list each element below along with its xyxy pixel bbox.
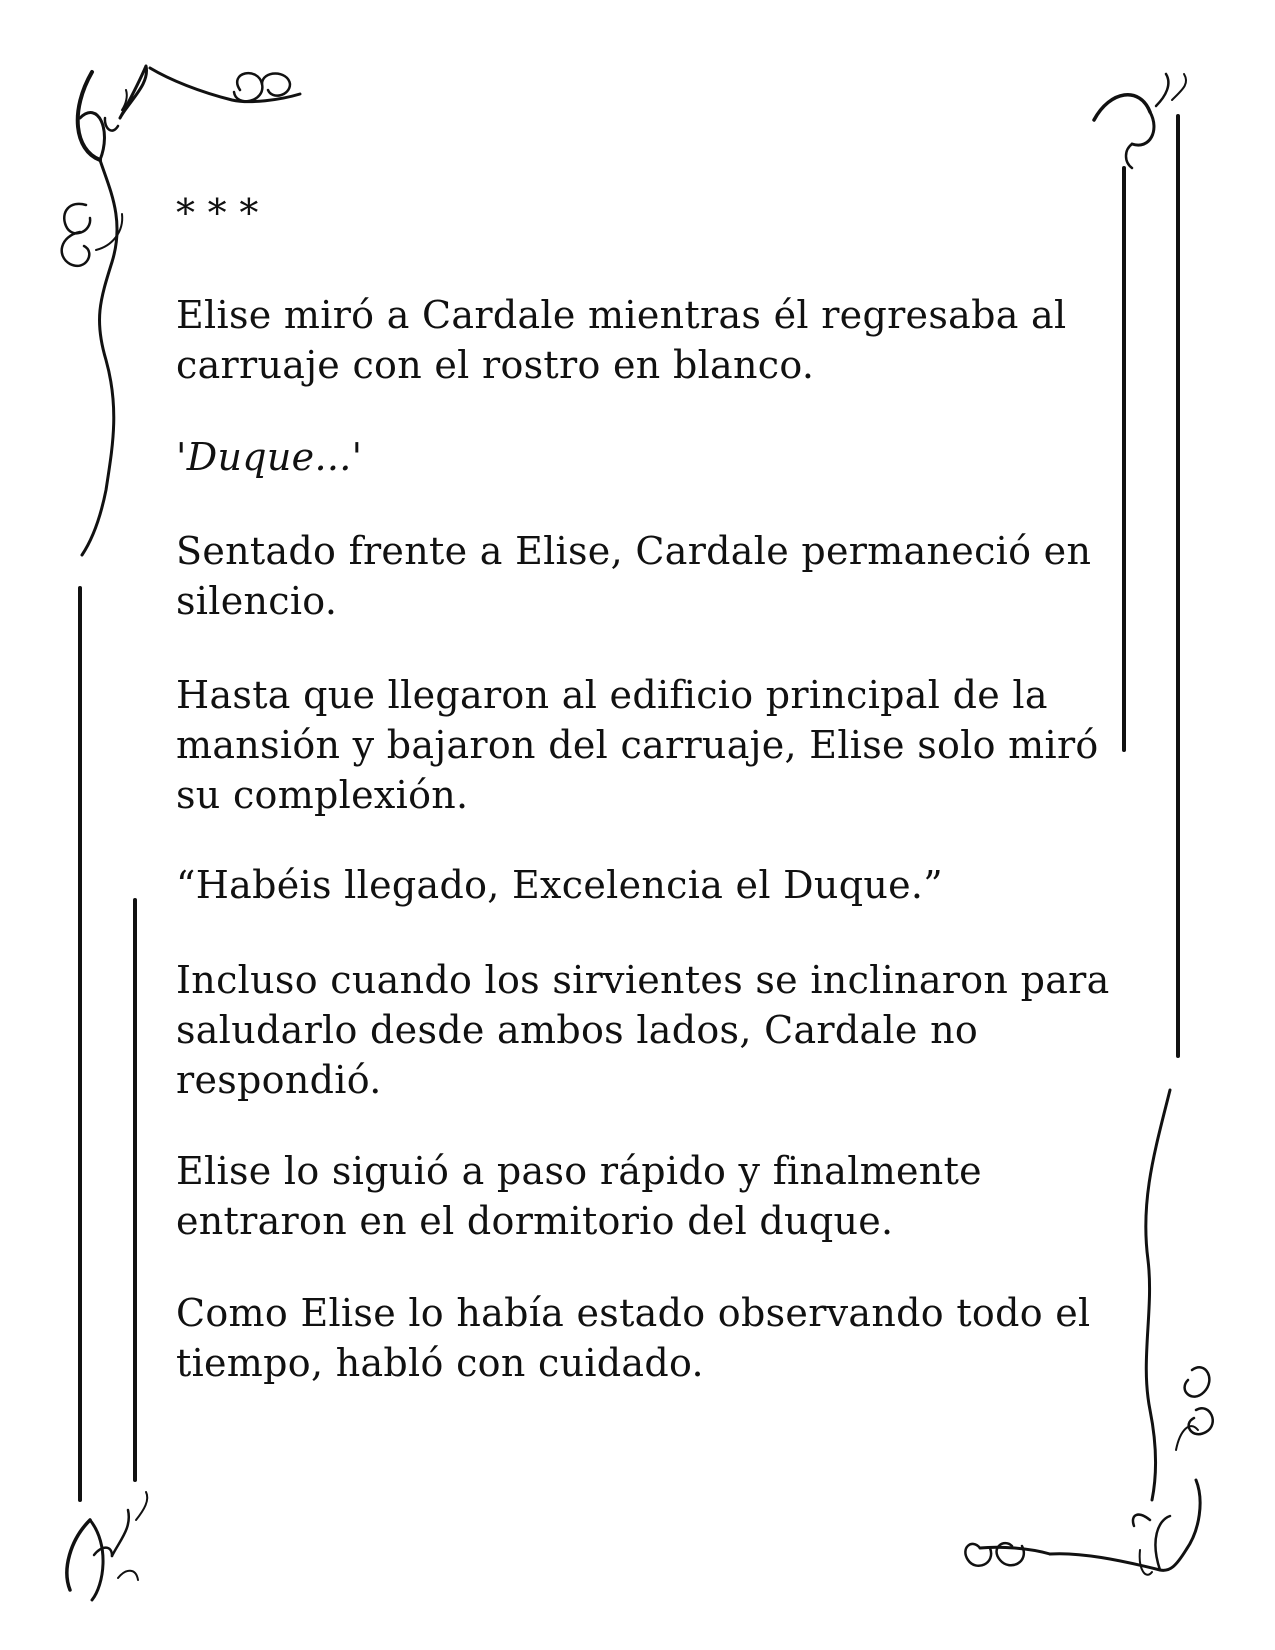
scene-separator: * * * [176,191,259,235]
paragraph-line: carruaje con el rostro en blanco. [176,343,815,387]
paragraph-4 [176,670,1099,820]
paragraph-line: Sentado frente a Elise, Cardale permaneció en [176,529,1092,573]
paragraph-line: mansión y bajaron del carruaje, Elise solo miró [176,723,1099,767]
paragraph-7 [176,1146,982,1246]
paragraph-line: Elise miró a Cardale mientras él regresaba al [176,293,1067,337]
flourish-bottom-left-icon [67,1492,147,1600]
paragraph-line: tiempo, habló con cuidado. [176,1341,704,1385]
paragraph-line: entraron en el dormitorio del duque. [176,1199,894,1243]
paragraph-line: su complexión. [176,773,469,817]
paragraph-line: silencio. [176,579,338,623]
paragraph-8 [176,1288,1091,1388]
paragraph-line: Como Elise lo había estado observando todo el [176,1291,1091,1335]
paragraph-line: “Habéis llegado, Excelencia el Duque.” [176,863,943,907]
paragraph-line: Hasta que llegaron al edificio principal de la [176,673,1048,717]
paragraph-line: Elise lo siguió a paso rápido y finalmente [176,1149,982,1193]
paragraph-line: 'Duque...' [176,435,363,479]
paragraph-5-dialogue [176,860,943,910]
paragraph-1 [176,290,1066,390]
paragraph-line: saludarlo desde ambos lados, Cardale no [176,1008,979,1052]
paragraph-3 [176,526,1091,626]
paragraph-line: respondió. [176,1058,382,1102]
paragraph-2-thought [176,432,362,482]
paragraph-line: Incluso cuando los sirvientes se inclinaron para [176,958,1110,1002]
flourish-top-right-icon [1094,74,1186,168]
paragraph-6 [176,955,1110,1105]
